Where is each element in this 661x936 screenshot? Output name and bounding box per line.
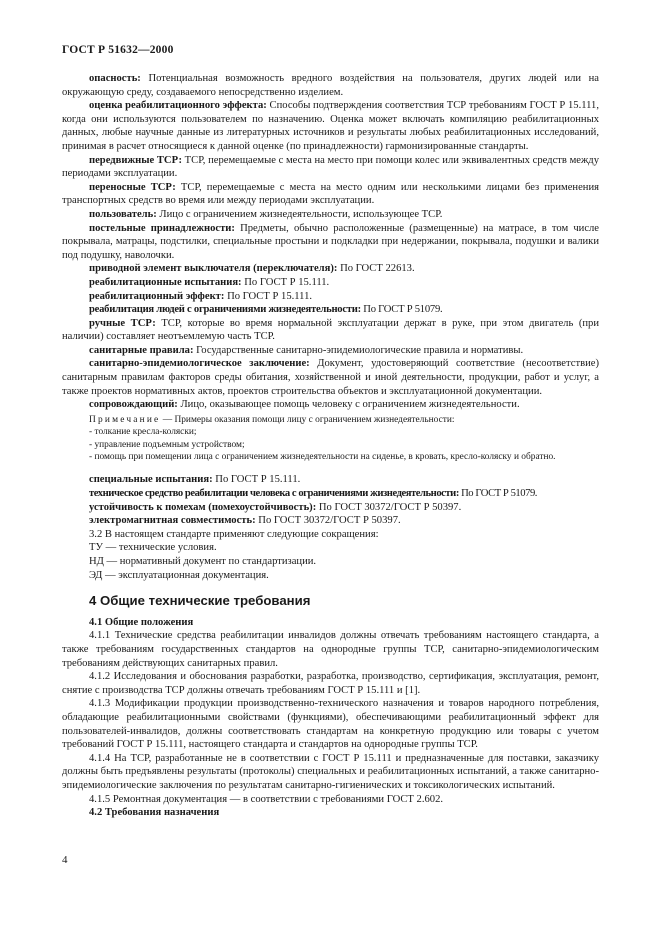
note-text: — Примеры оказания помощи лицу с ограничением жизнедеятельности: [160,414,455,425]
definition-text: По ГОСТ 30372/ГОСТ Р 50397. [316,501,462,513]
subsection-title: 4.2 Требования назначения [89,807,220,819]
definition-text: Государственные санитарно-эпидемиологические правила и нормативы. [193,344,524,356]
definition-term: переносные ТСР: [89,181,176,193]
definition [62,208,599,222]
paragraph: 4.1.5 Ремонтная документация — в соответствии с требованиями ГОСТ 2.602. [89,793,444,805]
document-header: ГОСТ Р 51632—2000 [62,44,174,56]
definition-term: электромагнитная совместимость: [89,515,256,527]
definition-term: устойчивость к помехам (помехоустойчивость): [89,501,317,513]
definition-text: ТСР, перемещаемые с места на место одним или несколькими лицами без применения транспортных средств во время или между периодами эксплуатации. [62,181,599,207]
note-item: - помощь при помещении лица с ограничением жизнедеятельности на сиденье, в кровать, кресло-коляску и обратно. [89,452,556,463]
definition [62,344,599,358]
definition-text: Лицо, оказывающее помощь человеку с ограничением жизнедеятельности. [177,399,520,411]
abbreviation-item: ТУ — технические условия. [89,542,217,554]
definition-term: опасность: [89,73,141,84]
definition [62,357,599,398]
definition-term: сопровождающий: [89,399,178,411]
page-number: 4 [62,854,68,866]
definition [62,99,599,153]
definition [62,222,599,263]
definition-text: По ГОСТ Р 15.111. [241,276,330,288]
paragraph: 4.1.4 На ТСР, разработанные не в соответствии с ГОСТ Р 15.111 и предназначенные для поставки, заказчику должны быть предъявлены результаты (протоколы) специальных и реабилитационных испытаний, а также санитарно-эпидемиологические заключения по результатам санитарно-гигиенических и токсикологических испытаний. [62,752,599,791]
definition-text: Способы подтверждения соответствия ТСР требованиям ГОСТ Р 15.111, когда они используются пользователем по назначению. Оценка может включать компиляцию реабилитационных данных, любые научные данные из литературных источников и результаты любых реабилитационных исследований, принимая в расчет относящиеся к данной оценке (по принадлежности) гармонизированные стандарты. [62,100,599,152]
definition-term: реабилитационный эффект: [89,290,225,302]
definition-term: приводной элемент выключателя (переключателя): [89,263,338,275]
note [62,414,599,426]
document-body [62,72,599,820]
definition [62,398,599,412]
definition [62,262,599,276]
definition [62,317,599,344]
definition-term: реабилитационные испытания: [89,276,242,288]
definition-text: По ГОСТ Р 15.111. [224,290,313,302]
subsection-title: 4.1 Общие положения [89,616,194,628]
definition-term: санитарно-эпидемиологическое заключение: [89,358,310,370]
abbreviation-item: ЭД — эксплуатационная документация. [89,569,269,581]
section-title: 4 Общие технические требования [89,593,311,609]
definition [62,72,599,99]
paragraph: 4.1.1 Технические средства реабилитации инвалидов должны отвечать требованиям настоящего стандарта, а также требованиям государственных стандартов на однородные группы ТСР, санитарно-эпидемиологическим требованиям действующих санитарных правил. [62,630,599,669]
definitions-list-1 [62,72,599,412]
note-block [62,414,599,464]
definition [62,290,599,304]
definition-text: По ГОСТ 30372/ГОСТ Р 50397. [255,515,401,527]
definition [62,303,599,317]
definition [62,487,599,501]
definition-text: По ГОСТ Р 15.111. [212,474,301,486]
definition-text: ТСР, перемещаемые с места на место при помощи колес или эквивалентных средств между периодами эксплуатации. [62,154,599,180]
definitions-list-2 [62,473,599,527]
definition-text: Предметы, обычно расположенные (размещенные) на матрасе, в том числе покрывала, матрацы, подстилки, специальные простыни и подкладки при недержании, покрывала, подушки и валики под подушку, наволочки. [62,222,600,261]
definition-text: ТСР, которые во время нормальной эксплуатации держат в руке, при этом двигатель (при наличии) составляет неотъемлемую часть ТСР. [62,317,599,343]
definition-term: специальные испытания: [89,474,213,486]
note-item: - толкание кресла-коляски; [89,427,197,438]
definition [62,276,599,290]
definition [62,501,599,515]
definition-term: пользователь: [89,208,157,220]
definition-term: реабилитация людей с ограничениями жизнедеятельности: [89,304,361,316]
definition-text: Потенциальная возможность вредного воздействия на пользователя, других людей или на окружающую среду, создаваемого непосредственно изделием. [62,73,599,98]
abbreviations-intro: 3.2 В настоящем стандарте применяют следующие сокращения: [89,528,379,540]
definition-text: По ГОСТ 22613. [337,263,415,275]
abbreviation-item: НД — нормативный документ по стандартизации. [89,556,317,568]
definition [62,181,599,208]
paragraph: 4.1.2 Исследования и обоснования разработки, разработка, производство, сертификация, эксплуатация, ремонт, снятие с производства ТСР должны отвечать требованиям ГОСТ Р 15.111 и [1]. [62,671,599,696]
definition-term: ручные ТСР: [89,317,156,329]
definition-term: техническое средство реабилитации человека с ограничениями жизнедеятельности: [89,488,459,500]
definition [62,154,599,181]
definition-term: санитарные правила: [89,344,194,356]
definition [62,473,599,487]
definition-term: оценка реабилитационного эффекта: [89,100,267,112]
definition-text: По ГОСТ Р 51079. [360,304,443,316]
abbreviations [62,528,599,582]
note-label: Примечание [89,414,161,425]
definition-text: Документ, удостоверяющий соответствие (несоответствие) санитарным правилам факторов среды обитания, хозяйственной и иной деятельности, продукции, работ и услуг, а также проектов нормативных актов, проектов строительства объектов и эксплуатационной документации. [62,358,599,397]
definition-text: По ГОСТ Р 51079. [458,488,537,500]
definition [62,514,599,528]
note-item: - управление подъемным устройством; [89,439,245,450]
paragraph: 4.1.3 Модификации продукции производственно-технического назначения и товаров народного потребления, обладающие реабилитационными свойствами (функциями), обеспечивающими реабилитационный эффект для пользователей-инвалидов, должны соответствовать стандартам на конкретную продукцию или товары с учетом требований ГОСТ Р 15.111, настоящего стандарта и стандартов на однородные группы ТСР. [62,698,599,751]
definition-term: передвижные ТСР: [89,154,182,166]
definition-term: постельные принадлежности: [89,222,235,234]
definition-text: Лицо с ограничением жизнедеятельности, использующее ТСР. [156,208,443,220]
